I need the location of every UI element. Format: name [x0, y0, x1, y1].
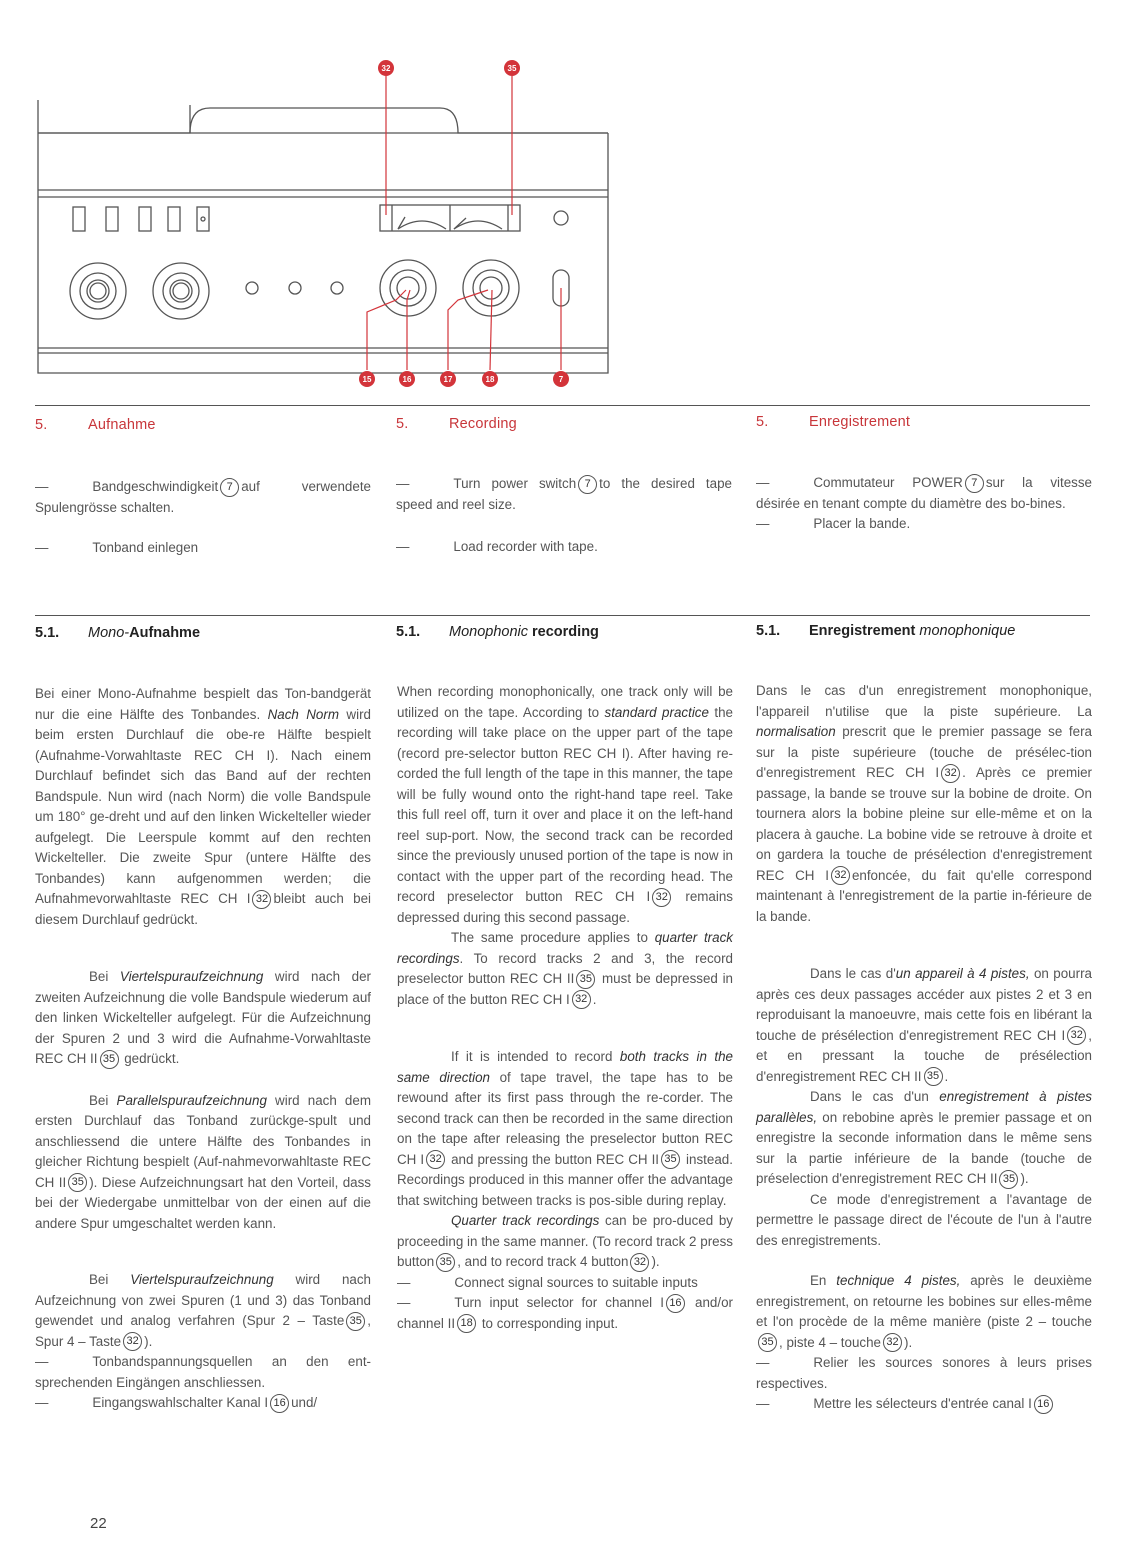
ref-circle-35: 35 [661, 1150, 680, 1169]
text: En [810, 1273, 827, 1288]
paragraph [35, 684, 371, 930]
paragraph [397, 682, 733, 928]
intro-fr [756, 473, 1092, 535]
dash: — [396, 539, 410, 554]
dash: — [396, 476, 410, 491]
subsection-title-italic: Mono- [88, 625, 130, 641]
text: enfoncée, du fait qu'elle correspond maintenant à l'enregistrement de la partie in-férieure de la bande. [756, 867, 1092, 924]
body-column-fr [756, 681, 1092, 1415]
emphasis: enregistrement à pistes parallèles, [756, 1089, 1092, 1125]
text: wird nach Aufzeichnung von zwei Spuren (1 und 3) das Tonband gewendet und analog verfahren (Spur 2 – Taste [35, 1272, 371, 1328]
dash: — [35, 540, 49, 555]
step [397, 1293, 733, 1334]
intro-en [396, 474, 732, 558]
text: and/or channel II [397, 1295, 733, 1331]
text: wird nach dem ersten Durchlauf das Tonband zurückge-spult und anschliessend die untere Hälfte des Tonbandes in gleicher Richtung bespielt (Auf-nahmevorwahltaste REC CH II [35, 1092, 371, 1190]
text: wird nach der zweiten Aufzeichnung die volle Bandspule wiederum auf den linken Wickelteller aufgelegt. Für die Aufzeichnung der Spuren 2 und 3 wird die Aufnahme-Vorwahltaste REC CH II [35, 969, 371, 1066]
paragraph [756, 681, 1092, 927]
callout-label: 17 [443, 375, 453, 384]
dash: — [35, 479, 49, 494]
callout-label: 7 [558, 375, 564, 384]
subsection-title-italic: monophonique [919, 623, 1016, 639]
subsection-title-text: Enregistrement [809, 623, 916, 639]
text: Bei [89, 969, 109, 984]
tape-recorder-front-panel-diagram [0, 0, 1132, 400]
emphasis: Nach Norm [267, 706, 339, 722]
subsection-title [449, 624, 599, 640]
text: ). [904, 1334, 913, 1350]
subsection-divider [35, 615, 1090, 616]
text: Dans le cas d' [810, 966, 896, 981]
dash: — [756, 1396, 770, 1411]
intro-de [35, 477, 371, 559]
paragraph [35, 967, 371, 1070]
text: , et en pressant la touche de présélection d'enregistrement REC CH II [756, 1027, 1092, 1084]
text: ). [1020, 1171, 1029, 1186]
text: . [592, 991, 597, 1007]
text: Bei einer Mono-Aufnahme bespielt das Ton-bandgerät nur die eine Hälfte des Tonbandes. [35, 686, 371, 722]
step [756, 1394, 1092, 1415]
section-title: Enregistrement [809, 414, 911, 430]
body-column-de [35, 684, 371, 1414]
text: Turn input selector for channel I [454, 1295, 664, 1310]
text: Dans le cas d'un [810, 1089, 929, 1104]
subsection-title-text: recording [532, 624, 599, 640]
ref-circle-35: 35 [999, 1170, 1018, 1189]
paragraph [756, 964, 1092, 1087]
emphasis: Quarter track recordings [451, 1213, 600, 1228]
body-column-en [397, 682, 733, 1334]
ref-circle-7: 7 [965, 474, 984, 493]
subsection-title-text: Aufnahme [129, 625, 201, 641]
text: Dans le cas d'un enregistrement monophonique, l'appareil n'utilise que la piste supérieure. La [756, 683, 1092, 719]
intro-step-text: to the desired tape speed and reel size. [396, 476, 732, 512]
text: Mettre les sélecteurs d'entrée canal I [813, 1396, 1032, 1411]
ref-circle-7: 7 [578, 475, 597, 494]
paragraph [35, 1270, 371, 1352]
ref-circle-16: 16 [1034, 1395, 1053, 1414]
section-title: Recording [449, 416, 517, 432]
intro-step-text: Tonband einlegen [92, 540, 199, 555]
text: Eingangswahlschalter Kanal I [92, 1395, 269, 1410]
emphasis: Parallelspuraufzeichnung [116, 1092, 267, 1108]
callout-label: 18 [485, 375, 495, 384]
ref-circle-35: 35 [924, 1067, 943, 1086]
subsection-number: 5.1. [396, 624, 421, 640]
section-number: 5. [396, 416, 409, 432]
intro-step-text: Placer la bande. [813, 516, 911, 531]
ref-circle-32: 32 [831, 866, 850, 885]
text: Connect signal sources to suitable inputs [454, 1274, 698, 1290]
text: Ce mode d'enregistrement a l'avantage de permettre le passage direct de l'écoute de l'un à l'autre des enregistrements. [756, 1191, 1092, 1248]
ref-circle-32: 32 [630, 1253, 649, 1272]
ref-circle-16: 16 [270, 1394, 289, 1413]
section-number: 5. [35, 417, 48, 433]
text: If it is intended to record [451, 1049, 613, 1064]
text: Relier les sources sonores à leurs prises respectives. [756, 1355, 1092, 1391]
section-title: Aufnahme [88, 417, 156, 433]
emphasis: un appareil à 4 pistes, [895, 966, 1030, 981]
dash: — [756, 1355, 770, 1370]
text: , and to record track 4 button [457, 1254, 629, 1269]
ref-circle-32: 32 [883, 1333, 902, 1352]
intro-step-text: auf verwendete Spulengrösse schalten. [35, 479, 371, 515]
section-divider [35, 405, 1090, 406]
text: Tonbandspannungsquellen an den ent-sprechenden Eingängen anschliessen. [35, 1354, 371, 1390]
dash: — [35, 1354, 49, 1369]
paragraph [756, 1190, 1092, 1252]
ref-circle-35: 35 [100, 1050, 119, 1069]
text: après le deuxième enregistrement, on retourne les bobines sur elles-même et l'on procède de la même manière (piste 2 – touche [756, 1273, 1092, 1329]
ref-circle-32: 32 [652, 888, 671, 907]
subsection-title [809, 623, 1015, 639]
emphasis: Viertelspuraufzeichnung [130, 1272, 274, 1287]
text: instead. Recordings produced in this manner offer the advantage that switching between tracks is pos-sible during replay. [397, 1151, 733, 1208]
text: on rebobine après le premier passage et on enregistre la seconde information dans le même sens sur la partie inférieure de la bande (touche de préselection d'enregistrement REC CH II [756, 1109, 1092, 1186]
text: Bei [89, 1092, 109, 1108]
dash: — [756, 516, 770, 531]
intro-step-text: Bandgeschwindigkeit [92, 479, 219, 494]
text: the recording will take place on the upper part of the tape (record pre-selector button REC CH I). After having re-corded the full length of the tape in this manner, the tape will be fully wound onto the right-hand tape reel. Take this full reel off, turn it over and place it on the left-hand reel sup-port. Now, the second track can be recorded since the previously unused portion of the tape is now in contact with the upper part of the recording head. The record preselector button REC CH I [397, 704, 733, 904]
text: ). [651, 1254, 660, 1269]
section-number: 5. [756, 414, 769, 430]
ref-circle-32: 32 [572, 990, 591, 1009]
ref-circle-35: 35 [68, 1173, 87, 1192]
paragraph [756, 1087, 1092, 1190]
text: . To record tracks 2 and 3, the record preselector button REC CH II [397, 950, 733, 986]
ref-circle-32: 32 [1067, 1026, 1086, 1045]
dash: — [397, 1274, 411, 1290]
subsection-title-italic: Monophonic [449, 624, 528, 640]
dash: — [35, 1395, 49, 1410]
ref-circle-35: 35 [758, 1333, 777, 1352]
ref-circle-32: 32 [123, 1332, 142, 1351]
ref-circle-35: 35 [436, 1253, 455, 1272]
callout-label: 35 [507, 64, 517, 73]
subsection-number: 5.1. [35, 625, 60, 641]
paragraph [397, 1047, 733, 1211]
emphasis: both tracks in the same direction [397, 1049, 733, 1085]
text: gedrückt. [124, 1051, 180, 1066]
step [397, 1273, 733, 1294]
intro-step-text: Turn power switch [453, 476, 577, 491]
intro-step-text: Commutateur POWER [813, 475, 963, 490]
text: ). [144, 1333, 153, 1349]
text: . [944, 1068, 949, 1084]
ref-circle-16: 16 [666, 1294, 685, 1313]
paragraph [397, 1211, 733, 1273]
text: prescrit que le premier passage se fera sur la piste supérieure (touche de présélec-tion d'enregistrement REC CH I [756, 724, 1092, 780]
step [35, 1352, 371, 1393]
text: remains depressed during this second passage. [397, 889, 733, 925]
ref-circle-35: 35 [346, 1312, 365, 1331]
ref-circle-32: 32 [252, 890, 271, 909]
text: to corresponding input. [481, 1315, 619, 1331]
intro-step-text: sur la vitesse désirée en tenant compte du diamètre des bo-bines. [756, 475, 1092, 511]
emphasis: standard practice [604, 704, 709, 720]
paragraph [756, 1271, 1092, 1353]
text: , piste 4 – touche [779, 1334, 881, 1350]
text: must be depressed in place of the button REC CH I [397, 971, 733, 1007]
ref-circle-35: 35 [576, 970, 595, 989]
text: Bei [89, 1272, 109, 1287]
intro-step-text: Load recorder with tape. [453, 539, 598, 554]
text: ). Diese Aufzeichnungsart hat den Vorteil, dass bei der Wiedergabe unmittelbar von der einen auf die andere Spur umgeschaltet werden kann. [35, 1174, 371, 1231]
ref-circle-32: 32 [426, 1150, 445, 1169]
callout-label: 15 [362, 375, 372, 384]
text: wird beim ersten Durchlauf die obe-re Hälfte bespielt (Aufnahme-Vorwahltaste REC CH I). Nach einem Durchlauf befindet sich das Band auf der rechten Bandspule. Nun wird (nach Norm) die volle Bandspule um 180° ge-dreht und auf den linken Wickelteller wieder aufgelegt. Die Leerspule kommt auf den rechten Wickelteller. Die zweite Spur (untere Hälfte des Tonbandes) kann aufgenommen werden; die Aufnahmevorwahltaste REC CH I [35, 706, 371, 906]
text: und/ [291, 1395, 318, 1410]
emphasis: normalisation [756, 724, 836, 739]
text: When recording monophonically, one track only will be utilized on the tape. According to [397, 684, 733, 720]
text: bleibt auch bei diesem Durchlauf gedrückt. [35, 891, 371, 927]
page-number: 22 [90, 1515, 107, 1532]
subsection-title [88, 625, 200, 641]
emphasis: technique 4 pistes, [836, 1273, 961, 1288]
callout-label: 16 [402, 375, 412, 384]
ref-circle-7: 7 [220, 478, 239, 497]
text: , Spur 4 – Taste [35, 1313, 371, 1349]
subsection-number: 5.1. [756, 623, 781, 639]
paragraph [35, 1091, 371, 1235]
text: can be pro-duced by proceeding in the same manner. (To record track 2 press button [397, 1213, 733, 1269]
dash: — [756, 475, 770, 490]
step [756, 1353, 1092, 1394]
ref-circle-32: 32 [941, 764, 960, 783]
ref-circle-18: 18 [457, 1314, 476, 1333]
dash: — [397, 1295, 411, 1310]
paragraph [397, 928, 733, 1010]
emphasis: quarter track recordings [397, 930, 733, 966]
callout-label: 32 [381, 64, 391, 73]
text: The same procedure applies to [451, 930, 648, 945]
text: and pressing the button REC CH II [451, 1151, 660, 1167]
text: on pourra après ces deux passages accéder aux pistes 2 et 3 en reproduisant la manoeuvre, mais cette fois en libérant la touche de présélection d'enregistrement REC CH I [756, 966, 1092, 1043]
step [35, 1393, 371, 1414]
emphasis: Viertelspuraufzeichnung [119, 969, 264, 984]
text: of tape travel, the tape has to be rewound after its first pass through the re-corder. The second track can then be recorded in the same direction on the tape after releasing the preselector button REC CH I [397, 1069, 733, 1167]
text: . Après ce premier passage, la bande se trouve sur la bobine de droite. On tournera alors la bobine pleine sur elle-même et on la placera à gauche. La bobine vide se retrouve à droite et on gardera la touche de présélection d'enregistrement REC CH I [756, 765, 1092, 883]
